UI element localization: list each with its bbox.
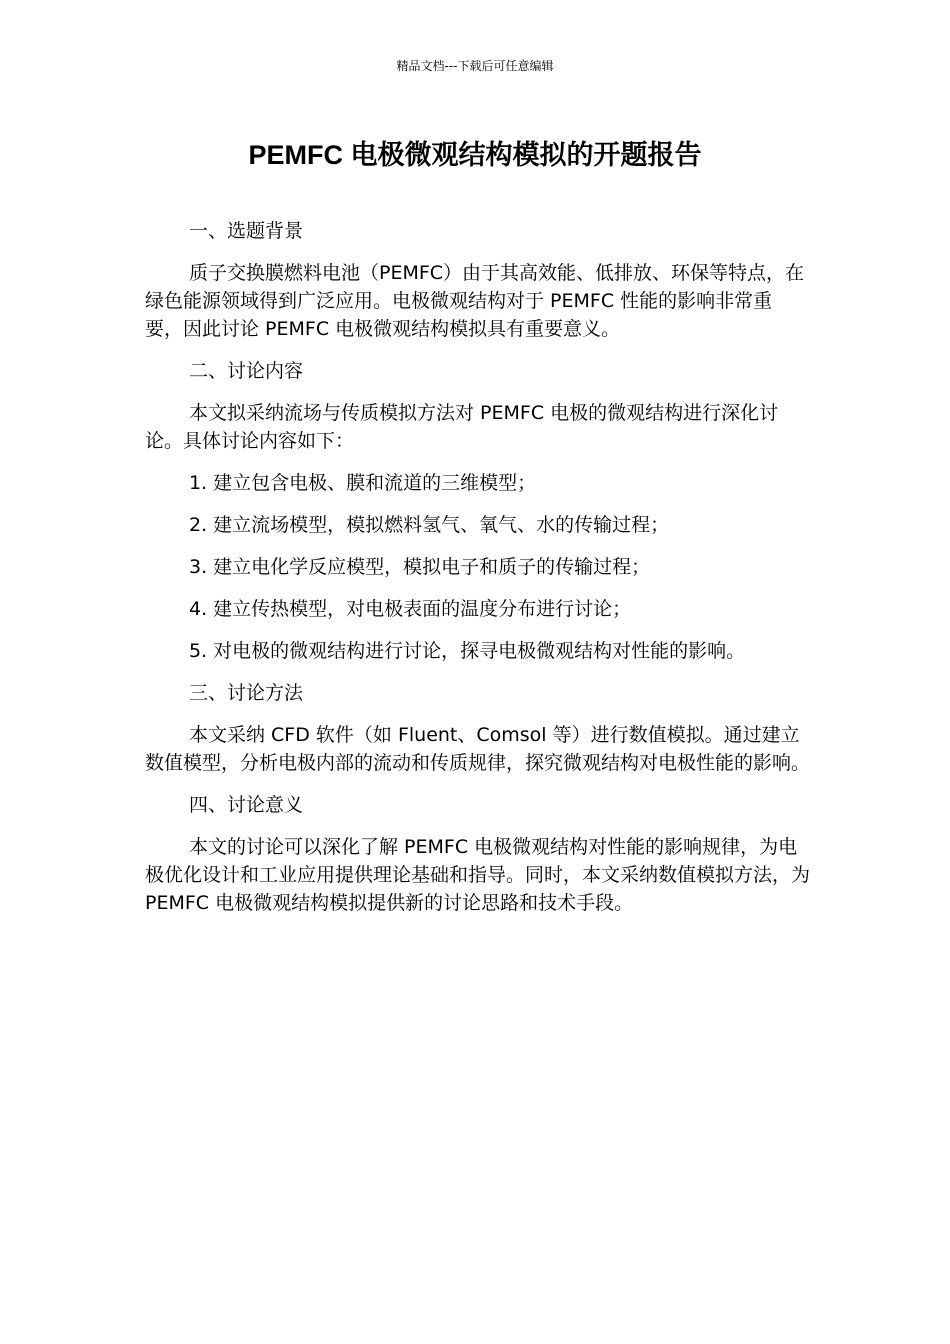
list-item: 5. 对电极的微观结构进行讨论，探寻电极微观结构对性能的影响。 <box>189 640 746 662</box>
section-heading-significance: 四、讨论意义 <box>189 794 304 816</box>
section-heading-methods: 三、讨论方法 <box>189 682 304 704</box>
list-item: 4. 建立传热模型，对电极表面的温度分布进行讨论； <box>189 598 632 620</box>
paragraph-background: 质子交换膜燃料电池（PEMFC）由于其高效能、低排放、环保等特点，在绿色能源领域得到广泛应用。电极微观结构对于 PEMFC 性能的影响非常重要，因此讨论 PEMFC 电极微观结构模拟具有重要意义。 <box>145 262 805 340</box>
paragraph-methods: 本文采纳 CFD 软件（如 Fluent、Comsol 等）进行数值模拟。通过建立数值模型，分析电极内部的流动和传质规律，探究微观结构对电极性能的影响。 <box>145 724 811 774</box>
section-heading-background: 一、选题背景 <box>189 220 304 242</box>
list-item: 2. 建立流场模型，模拟燃料氢气、氧气、水的传输过程； <box>189 514 670 536</box>
paragraph-significance: 本文的讨论可以深化了解 PEMFC 电极微观结构对性能的影响规律，为电极优化设计和工业应用提供理论基础和指导。同时，本文采纳数值模拟方法，为 PEMFC 电极微观结构模拟提供新的讨论思路和技术手段。 <box>145 836 811 914</box>
section-heading-content: 二、讨论内容 <box>189 360 304 382</box>
paragraph-content-intro: 本文拟采纳流场与传质模拟方法对 PEMFC 电极的微观结构进行深化讨论。具体讨论内容如下： <box>145 402 779 452</box>
list-item: 3. 建立电化学反应模型，模拟电子和质子的传输过程； <box>189 556 651 578</box>
page-header: 精品文档---下载后可任意编辑 <box>396 59 554 73</box>
document-body <box>145 217 810 931</box>
document-title: PEMFC 电极微观结构模拟的开题报告 <box>248 140 702 170</box>
list-item: 1. 建立包含电极、膜和流道的三维模型； <box>189 472 537 494</box>
